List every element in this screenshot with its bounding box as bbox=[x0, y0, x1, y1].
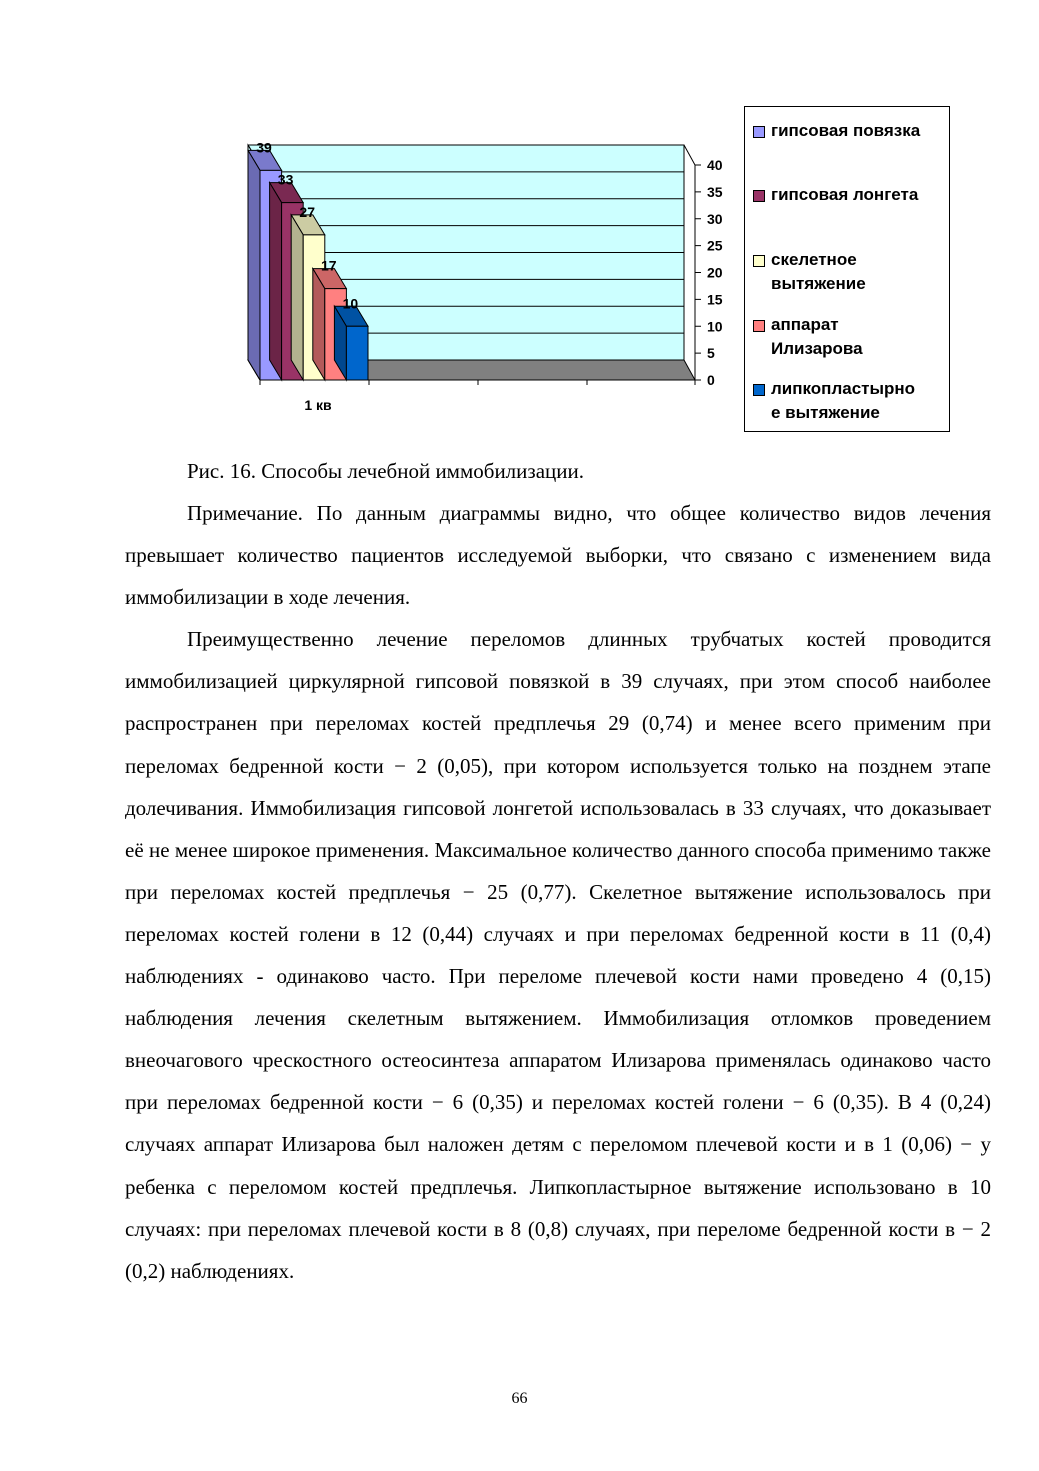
page-number: 66 bbox=[511, 1390, 528, 1407]
y-tick-label: 25 bbox=[707, 237, 723, 254]
axis-top-right bbox=[684, 145, 695, 165]
x-tick-label: 1 кв bbox=[304, 397, 332, 413]
legend-swatch bbox=[753, 320, 765, 332]
legend-item bbox=[753, 377, 949, 425]
y-tick-label: 10 bbox=[707, 318, 723, 335]
y-tick-label: 5 bbox=[707, 345, 715, 362]
legend-label: липкопластырно е вытяжение bbox=[771, 379, 916, 422]
chart-legend bbox=[744, 106, 950, 432]
legend-item bbox=[753, 183, 949, 207]
note-paragraph: Примечание. По данным диаграммы видно, что общее количество видов лечения превышает количество пациентов исследуемой выборки, что связано с изменением вида иммобилизации в ходе лечения. bbox=[125, 501, 991, 610]
legend-swatch bbox=[753, 255, 765, 267]
y-tick-label: 20 bbox=[707, 264, 723, 281]
y-tick-label: 15 bbox=[707, 291, 723, 308]
legend-swatch bbox=[753, 190, 765, 202]
document-text bbox=[125, 450, 991, 1292]
data-label: 17 bbox=[321, 257, 337, 274]
legend-label: скелетное вытяжение bbox=[771, 250, 866, 293]
y-tick-label: 30 bbox=[707, 210, 723, 227]
body-paragraph: Преимущественно лечение переломов длинных трубчатых костей проводится иммобилизацией циркулярной гипсовой повязкой в 39 случаях, при этом способ наиболее распространен при переломах костей предплечья 29 (0,74) и менее всего применим при переломах бедренной кости − 2 (0,05), при котором используется только на позднем этапе долечивания. Иммобилизация гипсовой лонгетой использовалась в 33 случаях, что доказывает её не менее широкое применения. Максимальное количество данного способа применимо также при переломах костей предплечья − 25 (0,77). Скелетное вытяжение использовалось при переломах костей голени в 12 (0,44) случаях и при переломах бедренной кости в 11 (0,4) наблюдениях - одинаково часто. При переломе плечевой кости нами проведено 4 (0,15) наблюдения лечения скелетным вытяжением. Иммобилизация отломков проведением внеочагового чрескостного остеосинтеза аппаратом Илизарова применялась одинаково часто при переломах бедренной кости − 6 (0,35) и переломах костей голени − 6 (0,35). В 4 (0,24) случаях аппарат Илизарова был наложен детям с переломом плечевой кости и в 1 (0,06) − у ребенка с переломом костей предплечья. Липкопластырное вытяжение использовано в 10 случаях: при переломах плечевой кости в 8 (0,8) случаях, при переломе бедренной кости в − 2 (0,2) наблюдениях. bbox=[125, 627, 991, 1283]
y-tick-label: 0 bbox=[707, 372, 715, 388]
bar-side bbox=[313, 269, 325, 380]
data-label: 39 bbox=[256, 139, 272, 156]
legend-label: аппарат Илизарова bbox=[771, 315, 863, 358]
data-label: 27 bbox=[299, 203, 315, 220]
bar bbox=[346, 326, 368, 380]
data-label: 10 bbox=[342, 295, 359, 312]
legend-label: гипсовая повязка bbox=[771, 121, 921, 140]
y-tick-label: 35 bbox=[707, 183, 723, 200]
legend-label: гипсовая лонгета bbox=[771, 185, 919, 204]
legend-swatch bbox=[753, 384, 765, 396]
legend-item bbox=[753, 119, 949, 143]
legend-item bbox=[753, 248, 949, 296]
figure-caption: Рис. 16. Способы лечебной иммобилизации. bbox=[187, 459, 584, 483]
legend-item bbox=[753, 313, 949, 361]
bar-side bbox=[291, 215, 303, 380]
data-label: 33 bbox=[277, 171, 294, 188]
bar-side bbox=[270, 183, 282, 380]
bar-chart bbox=[0, 0, 1039, 445]
chart-svg bbox=[0, 0, 740, 445]
y-tick-label: 40 bbox=[707, 157, 723, 173]
legend-swatch bbox=[753, 126, 765, 138]
bar-side bbox=[248, 150, 260, 380]
